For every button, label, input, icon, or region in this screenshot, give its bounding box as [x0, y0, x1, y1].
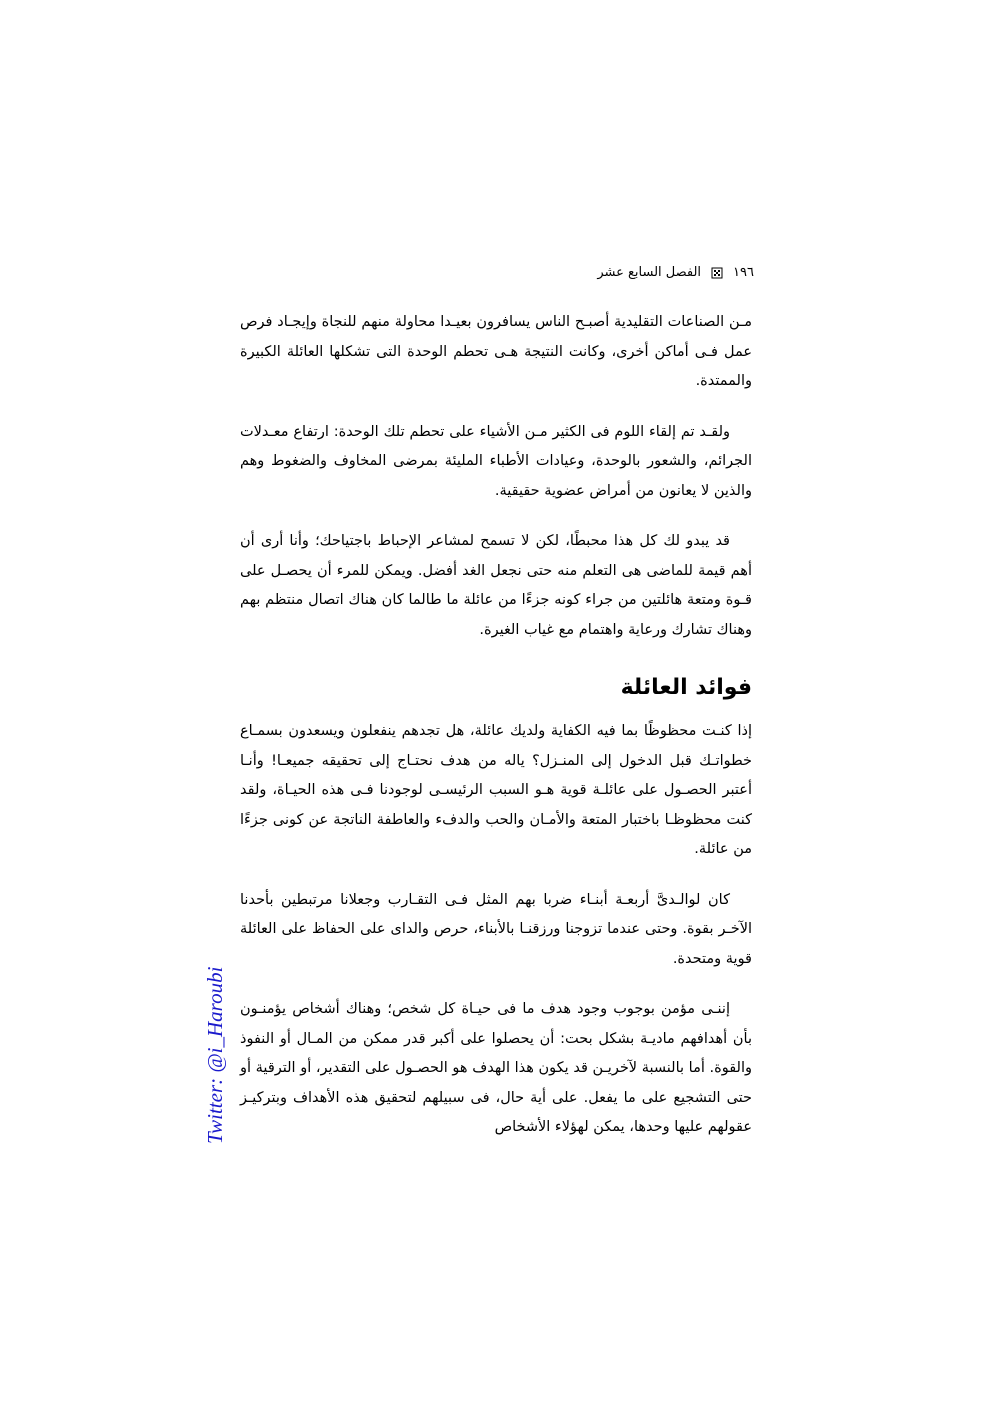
page-content: [240, 308, 752, 1164]
page-number: ١٩٦: [733, 265, 754, 280]
paragraph: إذا كنـت محظوظًا بما فيه الكفاية ولديك عائلة، هل تجدهم ينفعلون ويسعدون بسمـاع خطواتـك قبل الدخول إلى المنـزل؟ ياله من هدف نحتـاج إلى تحقيقه جميعـا! وأنـا أعتبر الحصـول على عائلـة قوية هـو السبب الرئيسـى لوجودنا فـى هذه الحيـاة، ولقد كنت محظوظـا باختبار المتعة والأمـان والحب والدفء والعاطفة الناتجة عن كونى جزءًا من عائلة.: [240, 723, 752, 857]
paragraph: قد يبدو لك كل هذا محبطًا، لكن لا تسمح لمشاعر الإحباط باجتياحك؛ وأنا أرى أن أهم قيمة للماضى هى التعلم منه حتى نجعل الغد أفضل. ويمكن للمرء أن يحصـل على قـوة ومتعة هائلتين من جراء كونه جزءًا من عائلة ما طالما كان هناك اتصال منتظم بهم وهناك تشارك ورعاية واهتمام مع غياب الغيرة.: [240, 533, 752, 638]
chapter-title: الفصل السابع عشر: [597, 265, 702, 280]
section-heading: فوائد العائلة: [620, 675, 752, 700]
running-header: [597, 264, 754, 282]
ornament-icon: [711, 267, 723, 279]
twitter-watermark: Twitter: @i_Haroubi: [203, 966, 227, 1144]
book-page: [240, 0, 760, 1403]
paragraph: ولقـد تم إلقاء اللوم فى الكثير مـن الأشياء على تحطم تلك الوحدة: ارتفاع معـدلات الجرائم، والشعور بالوحدة، وعيادات الأطباء المليئة بمرضى المخاوف والضغوط وهم والذين لا يعانون من أمراض عضوية حقيقية.: [240, 423, 752, 499]
paragraph-continued: مـن الصناعات التقليدية أصبـح الناس يسافرون بعيـدا محاولة منهم للنجاة وإيجـاد فرص عمل فـى أماكن أخرى، وكانت النتيجة هـى تحطم الوحدة التى تشكلها العائلة الكبيرة والممتدة.: [240, 314, 752, 389]
paragraph: إننـى مؤمن بوجوب وجود هدف ما فى حيـاة كل شخص؛ وهناك أشخاص يؤمنـون بأن أهدافهم ماديـة بشكل بحت: أن يحصلوا على أكبر قدر ممكن من المـال أو النفوذ والقوة. أما بالنسبة لآخريـن قد يكون هذا الهدف هو الحصـول على التقدير، أو الترقية أو حتى التشجيع على ما يفعل. على أية حال، فى سبيلهم لتحقيق هذه الأهداف وبتركيـز عقولهم عليها وحدها، يمكن لهؤلاء الأشخاص: [240, 1001, 752, 1135]
paragraph: كان لوالـدىَّ أربعـة أبنـاء ضربا بهم المثل فـى التقـارب وجعلانا مرتبطين بأحدنا الآخـر بقوة. وحتى عندما تزوجنا ورزقنـا بالأبناء، حرص والداى على الحفاظ على العائلة قوية ومتحدة.: [240, 891, 752, 967]
